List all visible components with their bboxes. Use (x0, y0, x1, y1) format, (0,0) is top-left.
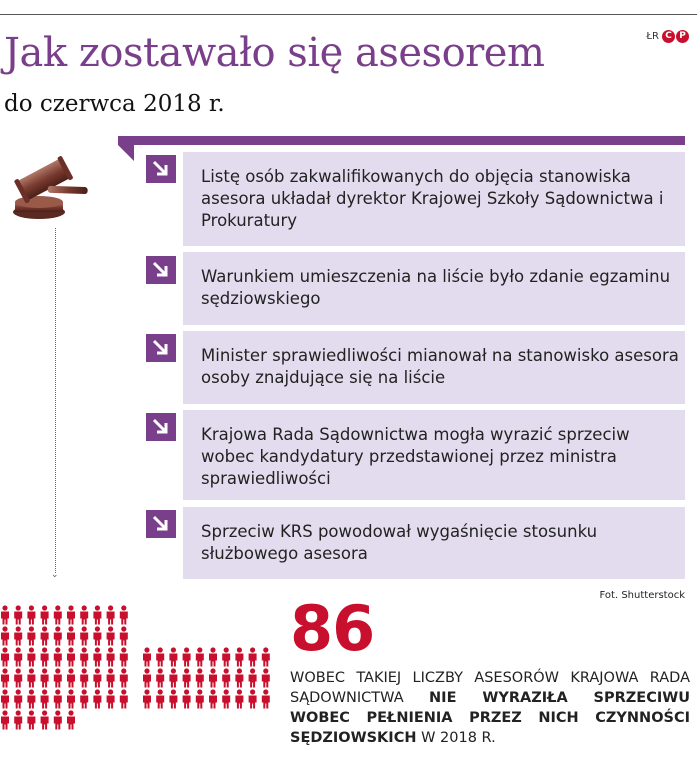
person-icon (93, 689, 101, 708)
person-icon (93, 668, 101, 687)
person-icon (196, 689, 204, 708)
person-icon (80, 668, 88, 687)
list-item: Warunkiem umieszczenia na liście było zdanie egzaminu sędziowskiego (183, 252, 685, 325)
person-icon (107, 668, 115, 687)
person-icon (120, 605, 128, 624)
person-icon (183, 689, 191, 708)
person-icon (27, 668, 35, 687)
person-icon (156, 689, 164, 708)
person-icon (169, 668, 177, 687)
person-icon (249, 689, 257, 708)
people-pictogram (0, 605, 290, 755)
person-icon (183, 668, 191, 687)
person-icon (1, 689, 9, 708)
stat-text-after: W 2018 R. (416, 730, 496, 746)
person-icon (169, 647, 177, 666)
publisher-logo (662, 30, 689, 43)
person-icon (41, 605, 49, 624)
person-icon (27, 710, 35, 729)
person-icon (27, 605, 35, 624)
person-icon (169, 689, 177, 708)
person-icon (143, 689, 151, 708)
list-item: Krajowa Rada Sądownictwa mogła wyrazić sprzeciw wobec kandydatury przedstawionej przez ministra sprawiedliwości (183, 410, 685, 500)
person-icon (222, 689, 230, 708)
person-icon (183, 647, 191, 666)
person-icon (156, 668, 164, 687)
person-icon (67, 689, 75, 708)
person-icon (54, 647, 62, 666)
person-icon (67, 647, 75, 666)
person-icon (54, 710, 62, 729)
arrow-down-right-icon (146, 510, 176, 538)
list-header-notch (118, 145, 134, 161)
person-icon (80, 605, 88, 624)
person-icon (93, 605, 101, 624)
logo-letter-c: C (662, 30, 675, 43)
person-icon (235, 689, 243, 708)
person-icon (27, 689, 35, 708)
photo-credit: Fot. Shutterstock (599, 590, 685, 601)
person-icon (107, 689, 115, 708)
person-icon (67, 605, 75, 624)
person-icon (262, 668, 270, 687)
timeline-end-marker: ⌄ (51, 570, 59, 580)
author-initials: ŁR (646, 31, 659, 42)
gavel-icon (5, 150, 105, 225)
person-icon (262, 689, 270, 708)
person-icon (120, 668, 128, 687)
list-item: Listę osób zakwalifikowanych do objęcia stanowiska asesora układał dyrektor Krajowej Szkoły Sądownictwa i Prokuratury (183, 152, 685, 246)
arrow-down-right-icon (146, 256, 176, 284)
person-icon (14, 710, 22, 729)
person-icon (209, 668, 217, 687)
person-icon (1, 668, 9, 687)
person-icon (107, 647, 115, 666)
person-icon (143, 668, 151, 687)
person-icon (107, 605, 115, 624)
list-item: Minister sprawiedliwości mianował na stanowisko asesora osoby znajdujące się na liście (183, 331, 685, 404)
page-title: Jak zostawało się asesorem (4, 30, 545, 76)
person-icon (14, 689, 22, 708)
arrow-down-right-icon (146, 334, 176, 362)
person-icon (1, 605, 9, 624)
person-icon (41, 668, 49, 687)
person-icon (54, 668, 62, 687)
person-icon (209, 689, 217, 708)
person-icon (120, 647, 128, 666)
list-item: Sprzeciw KRS powodował wygaśnięcie stosunku służbowego asesora (183, 507, 685, 579)
person-icon (54, 626, 62, 645)
person-icon (107, 626, 115, 645)
person-icon (54, 689, 62, 708)
person-icon (80, 626, 88, 645)
person-icon (80, 647, 88, 666)
list-header-bar (118, 136, 685, 145)
person-icon (222, 647, 230, 666)
person-icon (14, 605, 22, 624)
person-icon (27, 626, 35, 645)
stat-text-before: WOBEC TAKIEJ LICZBY ASESORÓW KRAJOWA RADA SĄDOWNICTWA (290, 670, 690, 706)
person-icon (1, 626, 9, 645)
logo-letter-p: P (676, 30, 689, 43)
person-icon (262, 647, 270, 666)
person-icon (41, 647, 49, 666)
person-icon (14, 647, 22, 666)
person-icon (1, 647, 9, 666)
person-icon (41, 689, 49, 708)
person-icon (80, 689, 88, 708)
person-icon (93, 647, 101, 666)
person-icon (156, 647, 164, 666)
person-icon (93, 626, 101, 645)
person-icon (27, 647, 35, 666)
top-rule (0, 14, 697, 15)
person-icon (222, 668, 230, 687)
person-icon (67, 710, 75, 729)
person-icon (54, 605, 62, 624)
person-icon (1, 710, 9, 729)
stat-description (290, 668, 690, 748)
person-icon (41, 710, 49, 729)
arrow-down-right-icon (146, 413, 176, 441)
timeline-line (55, 228, 56, 573)
person-icon (196, 647, 204, 666)
person-icon (14, 668, 22, 687)
person-icon (41, 626, 49, 645)
stat-text-bold: NIE WYRAZIŁA SPRZECIWU WOBEC PEŁNIENIA PRZEZ NICH CZYNNOŚCI SĘDZIOWSKICH (290, 690, 691, 746)
author-credit (646, 30, 689, 43)
person-icon (14, 626, 22, 645)
person-icon (235, 647, 243, 666)
person-icon (249, 647, 257, 666)
person-icon (209, 647, 217, 666)
person-icon (143, 647, 151, 666)
arrow-down-right-icon (146, 155, 176, 183)
page-subtitle: do czerwca 2018 r. (4, 91, 225, 117)
person-icon (120, 626, 128, 645)
stat-number: 86 (290, 592, 375, 665)
person-icon (67, 668, 75, 687)
person-icon (120, 689, 128, 708)
person-icon (196, 668, 204, 687)
person-icon (249, 668, 257, 687)
person-icon (67, 626, 75, 645)
person-icon (235, 668, 243, 687)
